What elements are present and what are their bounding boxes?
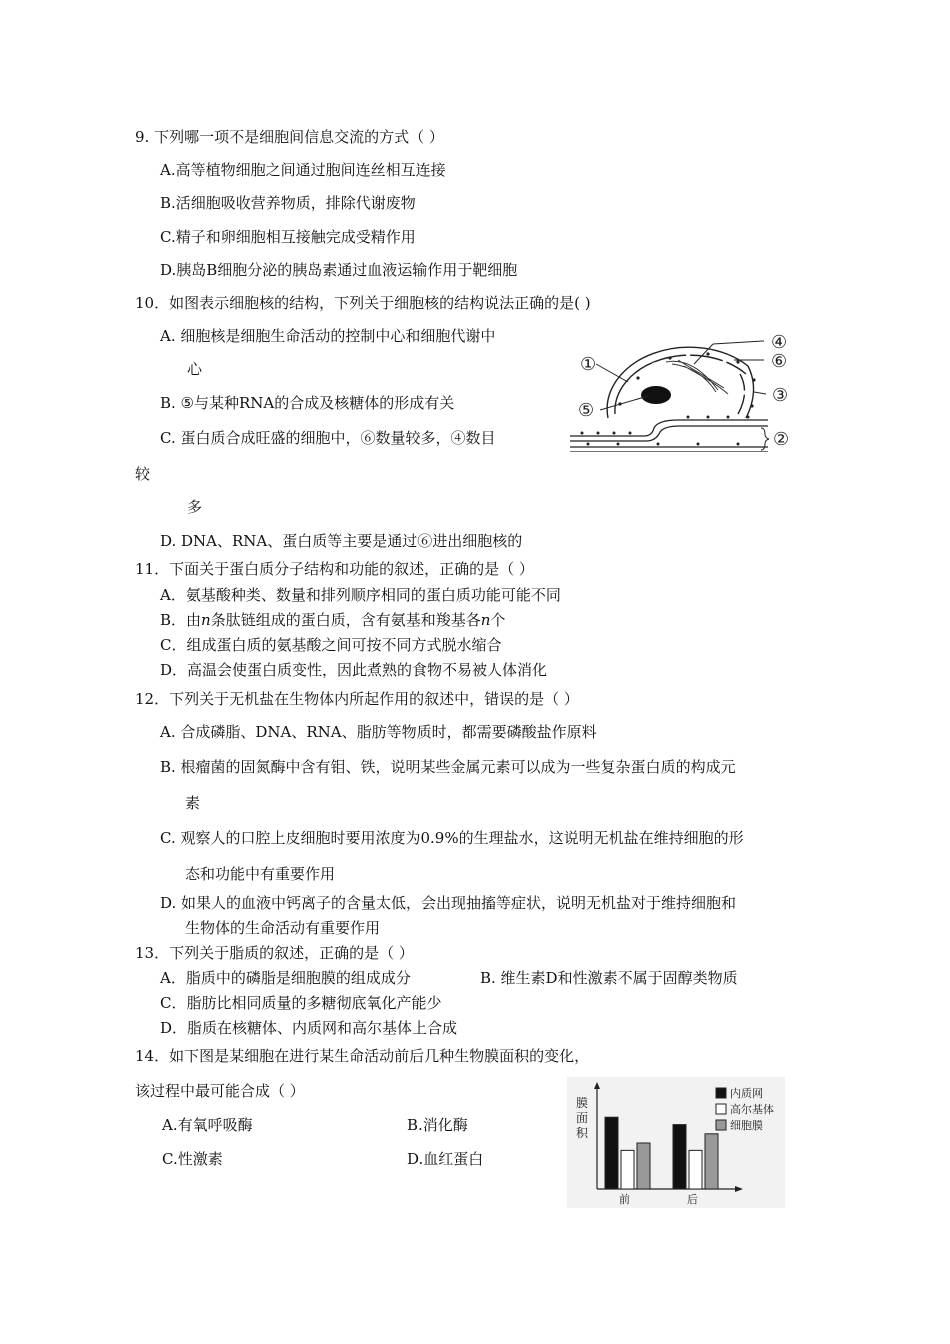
category-label-1: 后 bbox=[687, 1193, 698, 1206]
q11-option-c: C．组成蛋白质的氨基酸之间可按不同方式脱水缩合 bbox=[160, 636, 502, 654]
legend-swatch-2 bbox=[716, 1120, 726, 1130]
q10-option-d: D. DNA、RNA、蛋白质等主要是通过⑥进出细胞核的 bbox=[160, 532, 523, 550]
q12-option-b-line2: 素 bbox=[185, 794, 201, 812]
membrane-area-chart bbox=[567, 1077, 785, 1208]
q14-option-d: D.血红蛋白 bbox=[407, 1150, 484, 1168]
q14-option-b: B.消化酶 bbox=[407, 1116, 468, 1134]
q11-stem: 11．下面关于蛋白质分子结构和功能的叙述，正确的是（ ） bbox=[135, 560, 534, 578]
q9-option-b: B.活细胞吸收营养物质，排除代谢废物 bbox=[160, 194, 416, 212]
legend-label-1: 高尔基体 bbox=[730, 1103, 774, 1116]
bar-before-0 bbox=[605, 1117, 618, 1189]
ylabel-char-1: 面 bbox=[576, 1111, 589, 1125]
q14-stem-line1: 14．如下图是某细胞在进行某生命活动前后几种生物膜面积的变化， bbox=[135, 1047, 590, 1065]
q11-option-b: B．由n条肽链组成的蛋白质，含有氨基和羧基各n个 bbox=[160, 611, 506, 629]
ylabel-char-2: 积 bbox=[576, 1126, 589, 1140]
ylabel-char-0: 膜 bbox=[576, 1096, 589, 1110]
figure-label-1: ① bbox=[580, 354, 597, 375]
q10-option-c-line2: 较 bbox=[135, 465, 151, 483]
figure-label-5: ⑤ bbox=[578, 400, 595, 421]
q9-option-d: D.胰岛B细胞分泌的胰岛素通过血液运输作用于靶细胞 bbox=[160, 261, 518, 279]
chart-ylabel bbox=[576, 1096, 589, 1140]
q12-option-d-line1: D. 如果人的血液中钙离子的含量太低，会出现抽搐等症状，说明无机盐对于维持细胞和 bbox=[160, 894, 737, 912]
q13-stem: 13．下列关于脂质的叙述，正确的是（ ） bbox=[135, 944, 414, 962]
category-label-0: 前 bbox=[619, 1193, 630, 1206]
q12-option-d-line2: 生物体的生命活动有重要作用 bbox=[185, 919, 381, 937]
q13-option-a: A．脂质中的磷脂是细胞膜的组成成分 bbox=[160, 969, 411, 987]
figure-label-2: ② bbox=[773, 429, 790, 450]
figure-label-3: ③ bbox=[772, 385, 789, 406]
q10-option-a-line1: A. 细胞核是细胞生命活动的控制中心和细胞代谢中 bbox=[160, 327, 496, 345]
bar-before-2 bbox=[637, 1143, 650, 1189]
q13-option-b: B. 维生素D和性激素不属于固醇类物质 bbox=[480, 969, 738, 987]
q12-option-c-line1: C. 观察人的口腔上皮细胞时要用浓度为0.9%的生理盐水，这说明无机盐在维持细胞的形 bbox=[160, 829, 744, 847]
nucleus-structure-figure bbox=[568, 330, 798, 452]
q12-option-c-line2: 态和功能中有重要作用 bbox=[185, 865, 336, 883]
bar-before-1 bbox=[621, 1150, 634, 1189]
q9-option-c: C.精子和卵细胞相互接触完成受精作用 bbox=[160, 228, 416, 246]
bar-after-2 bbox=[705, 1134, 718, 1189]
q12-stem: 12．下列关于无机盐在生物体内所起作用的叙述中，错误的是（ ） bbox=[135, 690, 579, 708]
q10-option-b: B. ⑤与某种RNA的合成及核糖体的形成有关 bbox=[160, 394, 455, 412]
legend-swatch-1 bbox=[716, 1104, 726, 1114]
q14-option-a: A.有氧呼吸酶 bbox=[162, 1116, 253, 1134]
q11-option-a: A．氨基酸种类、数量和排列顺序相同的蛋白质功能可能不同 bbox=[160, 586, 561, 604]
q12-option-b-line1: B. 根瘤菌的固氮酶中含有钼、铁，说明某些金属元素可以成为一些复杂蛋白质的构成元 bbox=[160, 758, 736, 776]
bar-after-0 bbox=[673, 1125, 686, 1189]
bar-after-1 bbox=[689, 1150, 702, 1189]
legend-swatch-0 bbox=[716, 1088, 726, 1098]
q12-option-a: A. 合成磷脂、DNA、RNA、脂肪等物质时，都需要磷酸盐作原料 bbox=[160, 723, 597, 741]
q10-option-c-line3: 多 bbox=[187, 498, 203, 516]
q10-stem: 10．如图表示细胞核的结构，下列关于细胞核的结构说法正确的是( ) bbox=[135, 294, 591, 312]
q14-option-c: C.性激素 bbox=[162, 1150, 223, 1168]
legend-label-0: 内质网 bbox=[730, 1087, 763, 1100]
q11-option-d: D．高温会使蛋白质变性，因此煮熟的食物不易被人体消化 bbox=[160, 661, 548, 679]
q10-option-c-line1: C. 蛋白质合成旺盛的细胞中，⑥数量较多，④数目 bbox=[160, 429, 496, 447]
legend-label-2: 细胞膜 bbox=[730, 1119, 763, 1132]
q13-option-d: D．脂质在核糖体、内质网和高尔基体上合成 bbox=[160, 1019, 458, 1037]
q13-option-c: C．脂肪比相同质量的多糖彻底氧化产能少 bbox=[160, 994, 442, 1012]
q10-option-a-line2: 心 bbox=[187, 360, 203, 378]
q14-stem-line2: 该过程中最可能合成（ ） bbox=[135, 1082, 305, 1100]
figure-label-6: ⑥ bbox=[771, 351, 788, 372]
figure-label-4: ④ bbox=[771, 332, 788, 353]
q9-stem: 9. 下列哪一项不是细胞间信息交流的方式（ ） bbox=[135, 128, 444, 146]
q9-option-a: A.高等植物细胞之间通过胞间连丝相互连接 bbox=[160, 161, 446, 179]
